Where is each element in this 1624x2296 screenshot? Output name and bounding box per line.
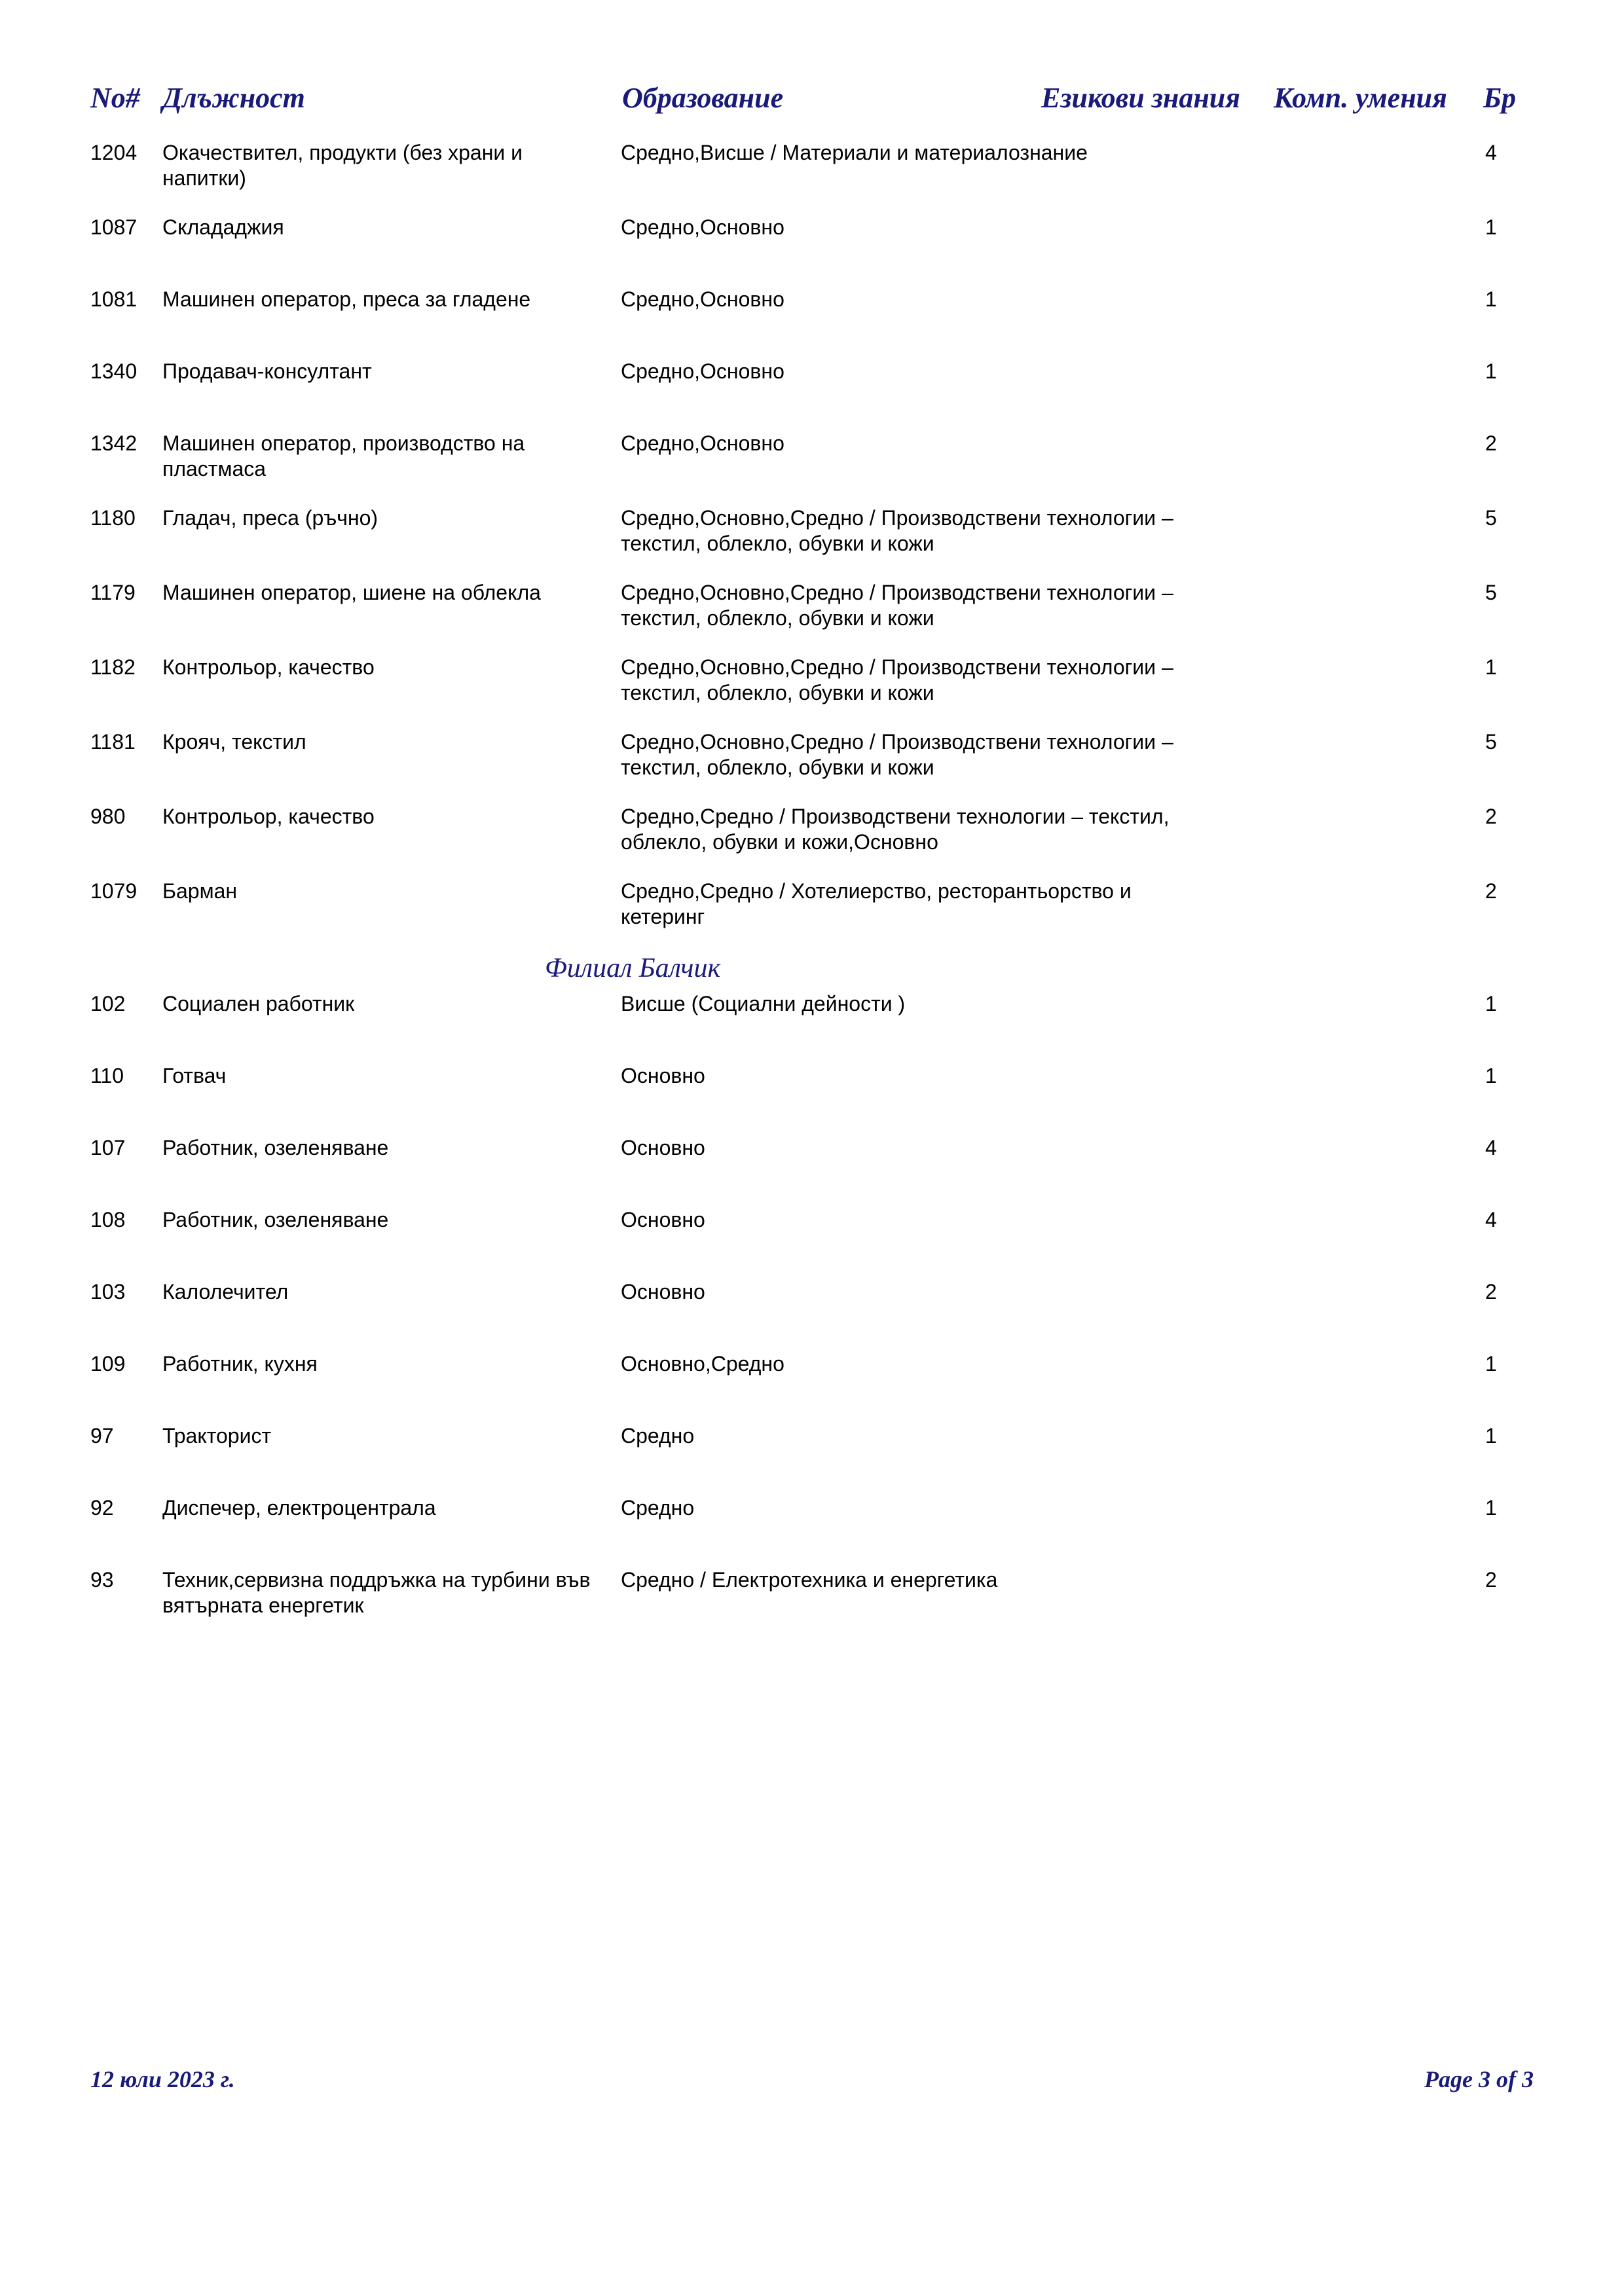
row-count: 4 xyxy=(1485,1208,1497,1231)
row-no: 103 xyxy=(90,1280,126,1303)
section-title-text: Филиал Балчик xyxy=(545,953,721,983)
row-no: 1179 xyxy=(90,581,136,604)
row-position: Склададжия xyxy=(162,215,284,239)
row-position: Работник, озеленяване xyxy=(162,1208,389,1231)
row-education: Основно xyxy=(621,1208,705,1231)
row-count: 1 xyxy=(1485,1496,1497,1520)
row-education: Средно,Средно / Хотелиерство, ресторантьорство и кетеринг xyxy=(621,879,1132,928)
row-education: Средно,Основно,Средно / Производствени технологии – текстил, облекло, обувки и кожи xyxy=(621,506,1173,555)
row-no: 1180 xyxy=(90,506,136,530)
row-count: 2 xyxy=(1485,805,1497,828)
row-no: 102 xyxy=(90,992,126,1015)
row-education: Средно,Основно,Средно / Производствени технологии – текстил, облекло, обувки и кожи xyxy=(621,581,1173,630)
row-no: 980 xyxy=(90,805,126,828)
row-education: Средно,Основно,Средно / Производствени технологии – текстил, облекло, обувки и кожи xyxy=(621,655,1173,704)
row-count: 2 xyxy=(1485,431,1497,455)
row-count: 1 xyxy=(1485,215,1497,239)
row-no: 108 xyxy=(90,1208,126,1231)
row-count: 1 xyxy=(1485,1424,1497,1448)
row-count: 1 xyxy=(1485,287,1497,311)
row-position: Калолечител xyxy=(162,1280,289,1303)
row-position: Готвач xyxy=(162,1064,227,1087)
row-position: Работник, озеленяване xyxy=(162,1136,389,1159)
row-education: Основно,Средно xyxy=(621,1352,784,1376)
row-education: Средно xyxy=(621,1496,695,1520)
row-count: 1 xyxy=(1485,655,1497,679)
row-education: Средно,Основно xyxy=(621,431,784,455)
row-no: 1081 xyxy=(90,287,138,311)
row-position: Работник, кухня xyxy=(162,1352,318,1376)
row-no: 1079 xyxy=(90,879,138,903)
row-no: 1182 xyxy=(90,655,136,679)
row-count: 5 xyxy=(1485,506,1497,530)
row-education: Основно xyxy=(621,1280,705,1303)
row-no: 1340 xyxy=(90,359,138,383)
row-education: Средно,Средно / Производствени технологии – текстил, облекло, обувки и кожи,Основно xyxy=(621,805,1170,854)
header-languages: Езикови знания xyxy=(1041,82,1240,114)
header-position: Длъжност xyxy=(162,82,305,114)
row-no: 97 xyxy=(90,1424,114,1448)
row-count: 1 xyxy=(1485,1064,1497,1087)
row-position: Окачествител, продукти (без храни и напитки) xyxy=(162,141,523,190)
header-education: Образование xyxy=(622,82,784,114)
row-count: 5 xyxy=(1485,581,1497,604)
footer-page-number: Page 3 of 3 xyxy=(1424,2066,1534,2092)
row-position: Машинен оператор, шиене на облекла xyxy=(162,581,541,604)
row-position: Гладач, преса (ръчно) xyxy=(162,506,378,530)
row-count: 1 xyxy=(1485,992,1497,1015)
row-position: Тракторист xyxy=(162,1424,272,1448)
row-education: Висше (Социални дейности ) xyxy=(621,992,906,1015)
row-education: Основно xyxy=(621,1136,705,1159)
row-position: Техник,сервизна поддръжка на турбини във вятърната енергетик xyxy=(162,1568,591,1617)
row-no: 1087 xyxy=(90,215,138,239)
row-education: Средно,Основно xyxy=(621,215,784,239)
row-position: Машинен оператор, производство на пластмаса xyxy=(162,431,525,481)
row-education: Средно,Основно,Средно / Производствени технологии – текстил, облекло, обувки и кожи xyxy=(621,730,1173,779)
header-computer-skills: Комп. умения xyxy=(1274,82,1447,114)
row-position: Крояч, текстил xyxy=(162,730,306,754)
row-count: 2 xyxy=(1485,1568,1497,1592)
row-no: 92 xyxy=(90,1496,114,1520)
row-count: 4 xyxy=(1485,141,1497,164)
row-position: Контрольор, качество xyxy=(162,805,375,828)
row-no: 1204 xyxy=(90,141,138,164)
row-education: Основно xyxy=(621,1064,705,1087)
row-position: Контрольор, качество xyxy=(162,655,375,679)
row-count: 1 xyxy=(1485,359,1497,383)
row-no: 107 xyxy=(90,1136,126,1159)
row-no: 109 xyxy=(90,1352,126,1376)
row-position: Барман xyxy=(162,879,238,903)
row-no: 110 xyxy=(90,1064,124,1087)
row-count: 1 xyxy=(1485,1352,1497,1376)
header-count: Бр xyxy=(1483,82,1516,114)
row-education: Средно / Електротехника и енергетика xyxy=(621,1568,998,1592)
row-education: Средно,Основно xyxy=(621,359,784,383)
row-count: 2 xyxy=(1485,879,1497,903)
row-education: Средно xyxy=(621,1424,695,1448)
row-position: Социален работник xyxy=(162,992,355,1015)
row-position: Диспечер, електроцентрала xyxy=(162,1496,436,1520)
row-count: 4 xyxy=(1485,1136,1497,1159)
row-education: Средно,Основно xyxy=(621,287,784,311)
row-position: Машинен оператор, преса за гладене xyxy=(162,287,531,311)
row-no: 93 xyxy=(90,1568,114,1592)
row-no: 1181 xyxy=(90,730,136,754)
header-no: No# xyxy=(90,82,140,114)
row-count: 2 xyxy=(1485,1280,1497,1303)
row-no: 1342 xyxy=(90,431,138,455)
footer-date: 12 юли 2023 г. xyxy=(90,2066,235,2092)
row-position: Продавач-консултант xyxy=(162,359,372,383)
row-education: Средно,Висше / Материали и материалознание xyxy=(621,141,1088,164)
row-count: 5 xyxy=(1485,730,1497,754)
